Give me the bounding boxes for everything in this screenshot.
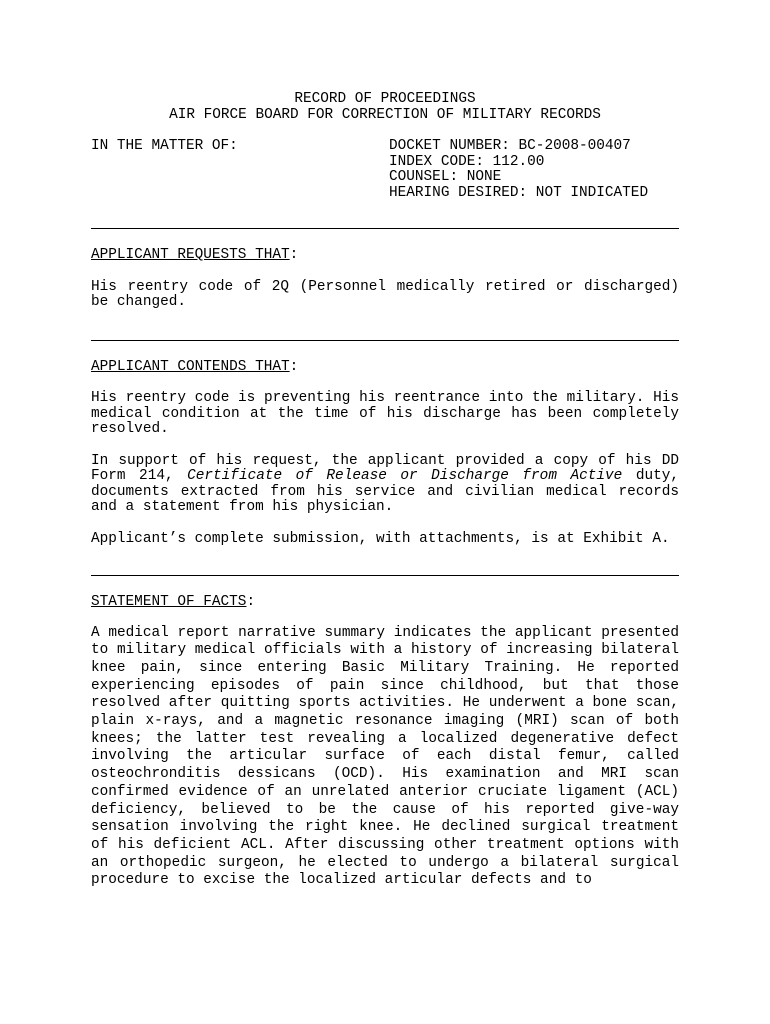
contends-paragraph-2-end: duty, documents extracted from his service and civilian medical records and a statement from his physician.: [91, 468, 679, 515]
contends-paragraph-2-start: In support of his request, the applicant provided a copy of his DD Form 214,: [91, 452, 679, 484]
facts-paragraph: A medical report narrative summary indicates the applicant presented to military medical officials with a history of increasing bilateral knee pain, since entering Basic Military Training. He reported experiencing episodes of pain since childhood, but that those resolved after quitting sports activities. He underwent a bone scan, plain x-rays, and a magnetic resonance imaging (MRI) scan of both knees; the latter test revealing a localized degenerative defect involving the articular surface of each distal femur, called osteochronditis dessicans (OCD). His examination and MRI scan confirmed evidence of an unrelated anterior cruciate ligament (ACL) deficiency, believed to be the cause of his reported give-way sensation involving the right knee. He declined surgical treatment of his deficient ACL. After discussing other treatment options with an orthopedic surgeon, he elected to undergo a bilateral surgical procedure to excise the localized articular defects and to: [91, 624, 679, 889]
contends-title: APPLICANT CONTENDS THAT: [91, 358, 290, 375]
form-title: Certificate of Release or Discharge from Active: [187, 468, 623, 484]
document-title: [91, 92, 679, 123]
contends-paragraph-2: [91, 454, 679, 516]
facts-colon: :: [246, 594, 256, 610]
contends-section: [91, 359, 679, 548]
requests-colon: :: [289, 247, 299, 263]
hearing-desired: HEARING DESIRED: NOT INDICATED: [389, 184, 649, 201]
matter-label: IN THE MATTER OF:: [91, 138, 238, 154]
contends-heading: [91, 359, 679, 376]
title-line-2: AIR FORCE BOARD FOR CORRECTION OF MILITARY RECORDS: [169, 106, 601, 123]
requests-title: APPLICANT REQUESTS THAT: [91, 247, 290, 263]
docket-number: DOCKET NUMBER: BC-2008-00407: [389, 138, 631, 154]
divider: [91, 575, 679, 576]
case-info: [389, 139, 679, 201]
facts-section: [91, 594, 679, 890]
counsel: COUNSEL: NONE: [389, 169, 502, 185]
matter-block: [91, 139, 679, 201]
requests-section: [91, 247, 679, 311]
title-line-1: RECORD OF PROCEEDINGS: [294, 91, 476, 107]
index-code: INDEX CODE: 112.00: [389, 153, 545, 170]
requests-heading: [91, 247, 679, 264]
divider: [91, 228, 679, 229]
divider: [91, 340, 679, 341]
facts-heading: [91, 594, 679, 611]
contends-paragraph-1: His reentry code is preventing his reentrance into the military. His medical condition at the time of his discharge has been completely resolved.: [91, 390, 679, 437]
requests-text: His reentry code of 2Q (Personnel medically retired or discharged) be changed.: [91, 278, 679, 310]
contends-colon: :: [289, 358, 299, 375]
document-page: [91, 92, 679, 890]
facts-title: STATEMENT OF FACTS: [91, 594, 247, 610]
contends-paragraph-3: Applicant’s complete submission, with attachments, is at Exhibit A.: [91, 530, 670, 547]
